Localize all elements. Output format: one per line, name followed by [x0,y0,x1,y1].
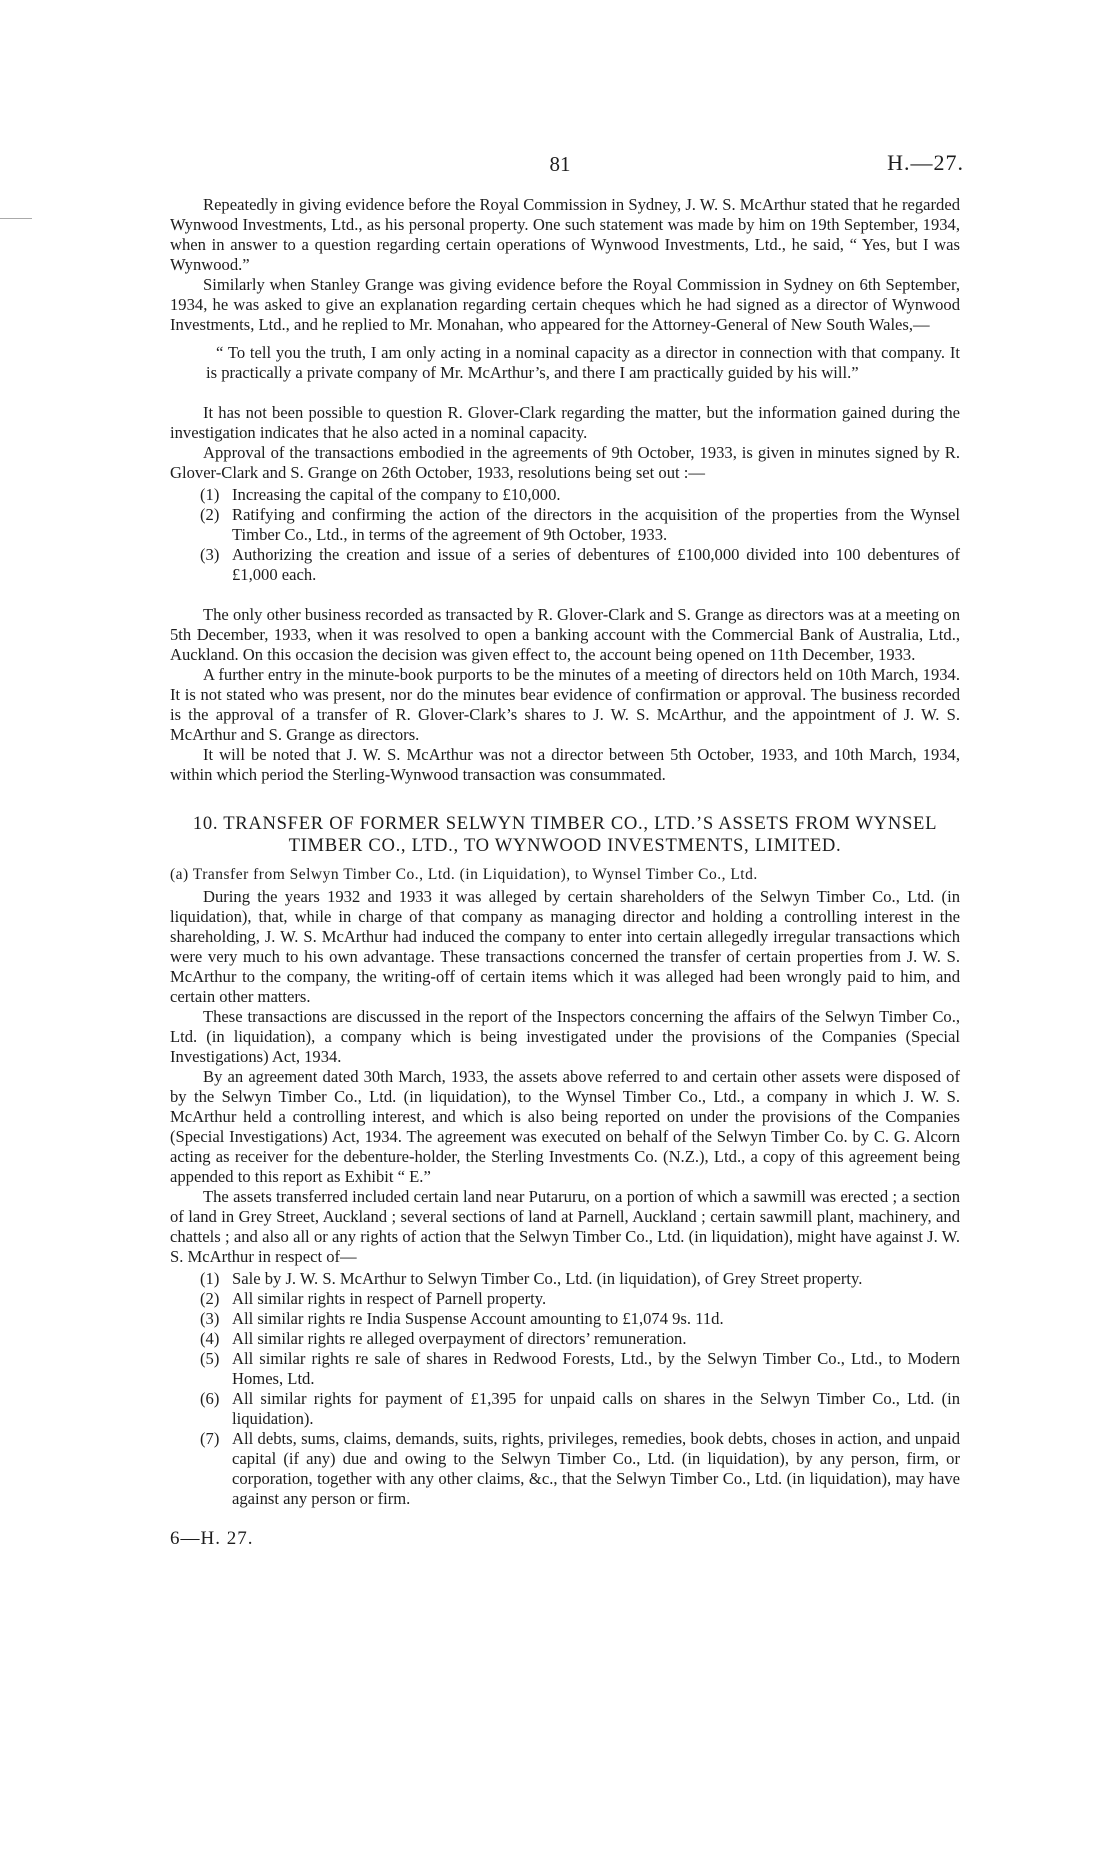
block-quote: “ To tell you the truth, I am only acting in a nominal capacity as a director in connection with that company. It is practically a private company of Mr. McArthur’s, and there I am practically guided by his will.” [206,343,960,382]
list-number: (2) [200,1289,220,1308]
section-heading-line: 10. TRANSFER OF FORMER SELWYN TIMBER CO., LTD.’S ASSETS FROM WYNSEL [192,813,938,834]
page-reference: H.—27. [887,150,964,175]
section-heading-line: TIMBER CO., LTD., TO WYNWOOD INVESTMENTS, LIMITED. [288,835,842,856]
list-item [200,1349,960,1389]
list-number: (5) [200,1349,220,1368]
list-number: (2) [200,505,220,524]
page-number: 81 [549,152,571,176]
paragraph: By an agreement dated 30th March, 1933, the assets above referred to and certain other assets were disposed of by the Selwyn Timber Co., Ltd. (in liquidation), to the Wynsel Timber Co., Ltd., a company in which J. W. S. McArthur held a controlling interest, and which is also being reported on under the provisions of the Companies (Special Investigations) Act, 1934. The agreement was executed on behalf of the Selwyn Timber Co. by C. G. Alcorn acting as receiver for the debenture-holder, the Sterling Investments Co. (N.Z.), Ltd., a copy of this agreement being appended to this report as Exhibit “ E.” [170,1067,960,1186]
document-body [170,195,960,1549]
list-number: (3) [200,545,220,564]
list-text: All debts, sums, claims, demands, suits, rights, privileges, remedies, book debts, choses in action, and unpaid capital (if any) due and owing to the Selwyn Timber Co., Ltd. (in liquidation), by any person, firm, or corporation, together with any other claims, &c., that the Selwyn Timber Co., Ltd. (in liquidation), may have against any person or firm. [232,1429,960,1508]
list-text: All similar rights for payment of £1,395 for unpaid calls on shares in the Selwyn Timber Co., Ltd. (in liquidation). [232,1389,960,1428]
paragraph: During the years 1932 and 1933 it was alleged by certain shareholders of the Selwyn Timber Co., Ltd. (in liquidation), that, while in charge of that company as managing director and holding a controlling interest in the shareholding, J. W. S. McArthur had induced the company to enter into certain allegedly irregular transactions which were very much to his own advantage. These transactions concerned the transfer of certain properties from J. W. S. McArthur to the company, the writing-off of certain items which it was alleged had been wrongly paid to him, and certain other matters. [170,887,960,1006]
paragraph: Approval of the transactions embodied in the agreements of 9th October, 1933, is given in minutes signed by R. Glover-Clark and S. Grange on 26th October, 1933, resolutions being set out :— [170,443,960,482]
list-number: (1) [200,485,220,504]
list-text: All similar rights re sale of shares in Redwood Forests, Ltd., by the Selwyn Timber Co., Ltd., to Modern Homes, Ltd. [232,1349,960,1388]
paragraph: It has not been possible to question R. Glover-Clark regarding the matter, but the information gained during the investigation indicates that he also acted in a nominal capacity. [170,403,960,442]
list-text: Sale by J. W. S. McArthur to Selwyn Timber Co., Ltd. (in liquidation), of Grey Street property. [232,1269,863,1288]
list-item [200,485,960,505]
list-text: Increasing the capital of the company to £10,000. [232,485,561,504]
list-text: Authorizing the creation and issue of a series of debentures of £100,000 divided into 100 debentures of £1,000 each. [232,545,960,584]
list-item [200,505,960,545]
list-item [200,1389,960,1429]
rights-list [200,1269,960,1509]
footer-signature-mark: 6—H. 27. [170,1528,254,1549]
list-number: (4) [200,1329,220,1348]
list-number: (6) [200,1389,220,1408]
list-number: (3) [200,1309,220,1328]
list-number: (7) [200,1429,220,1448]
paragraph: A further entry in the minute-book purports to be the minutes of a meeting of directors held on 10th March, 1934. It is not stated who was present, nor do the minutes bear evidence of confirmation or approval. The business recorded is the approval of a transfer of R. Glover-Clark’s shares to J. W. S. McArthur, and the appointment of J. W. S. McArthur and S. Grange as directors. [170,665,960,744]
list-item [200,1309,960,1329]
paragraph: The only other business recorded as transacted by R. Glover-Clark and S. Grange as directors was at a meeting on 5th December, 1933, when it was resolved to open a banking account with the Commercial Bank of Australia, Ltd., Auckland. On this occasion the decision was given effect to, the account being opened on 11th December, 1933. [170,605,960,664]
section-heading [170,813,960,857]
list-text: All similar rights in respect of Parnell property. [232,1289,547,1308]
paragraph: The assets transferred included certain land near Putaruru, on a portion of which a sawmill was erected ; a section of land in Grey Street, Auckland ; several sections of land at Parnell, Auckland ; certain sawmill plant, machinery, and chattels ; and also all or any rights of action that the Selwyn Timber Co., Ltd. (in liquidation), might have against J. W. S. McArthur in respect of— [170,1187,960,1266]
paragraph: It will be noted that J. W. S. McArthur was not a director between 5th October, 1933, and 10th March, 1934, within which period the Sterling-Wynwood transaction was consummated. [170,745,960,784]
list-text: All similar rights re India Suspense Account amounting to £1,074 9s. 11d. [232,1309,724,1328]
list-text: Ratifying and confirming the action of the directors in the acquisition of the properties from the Wynsel Timber Co., Ltd., in terms of the agreement of 9th October, 1933. [232,505,960,544]
list-item [200,1289,960,1309]
list-item [200,1329,960,1349]
list-item [200,1269,960,1289]
paragraph: These transactions are discussed in the report of the Inspectors concerning the affairs of the Selwyn Timber Co., Ltd. (in liquidation), a company which is being investigated under the provisions of the Companies (Special Investigations) Act, 1934. [170,1007,960,1066]
paragraph: Similarly when Stanley Grange was giving evidence before the Royal Commission in Sydney on 6th September, 1934, he was asked to give an explanation regarding certain cheques which he had signed as a director of Wynwood Investments, Ltd., and he replied to Mr. Monahan, who appeared for the Attorney-General of New South Wales,— [170,275,960,334]
list-item [200,545,960,585]
resolutions-list [200,485,960,585]
list-number: (1) [200,1269,220,1288]
margin-mark [0,218,32,219]
paragraph: Repeatedly in giving evidence before the Royal Commission in Sydney, J. W. S. McArthur stated that he regarded Wynwood Investments, Ltd., as his personal property. One such statement was made by him on 19th September, 1934, when in answer to a question regarding certain operations of Wynwood Investments, Ltd., he said, “ Yes, but I was Wynwood.” [170,195,961,274]
list-text: All similar rights re alleged overpayment of directors’ remuneration. [232,1329,687,1348]
subsection-heading: (a) Transfer from Selwyn Timber Co., Ltd. (in Liquidation), to Wynsel Timber Co., Ltd. [170,866,758,883]
list-item [200,1429,960,1509]
